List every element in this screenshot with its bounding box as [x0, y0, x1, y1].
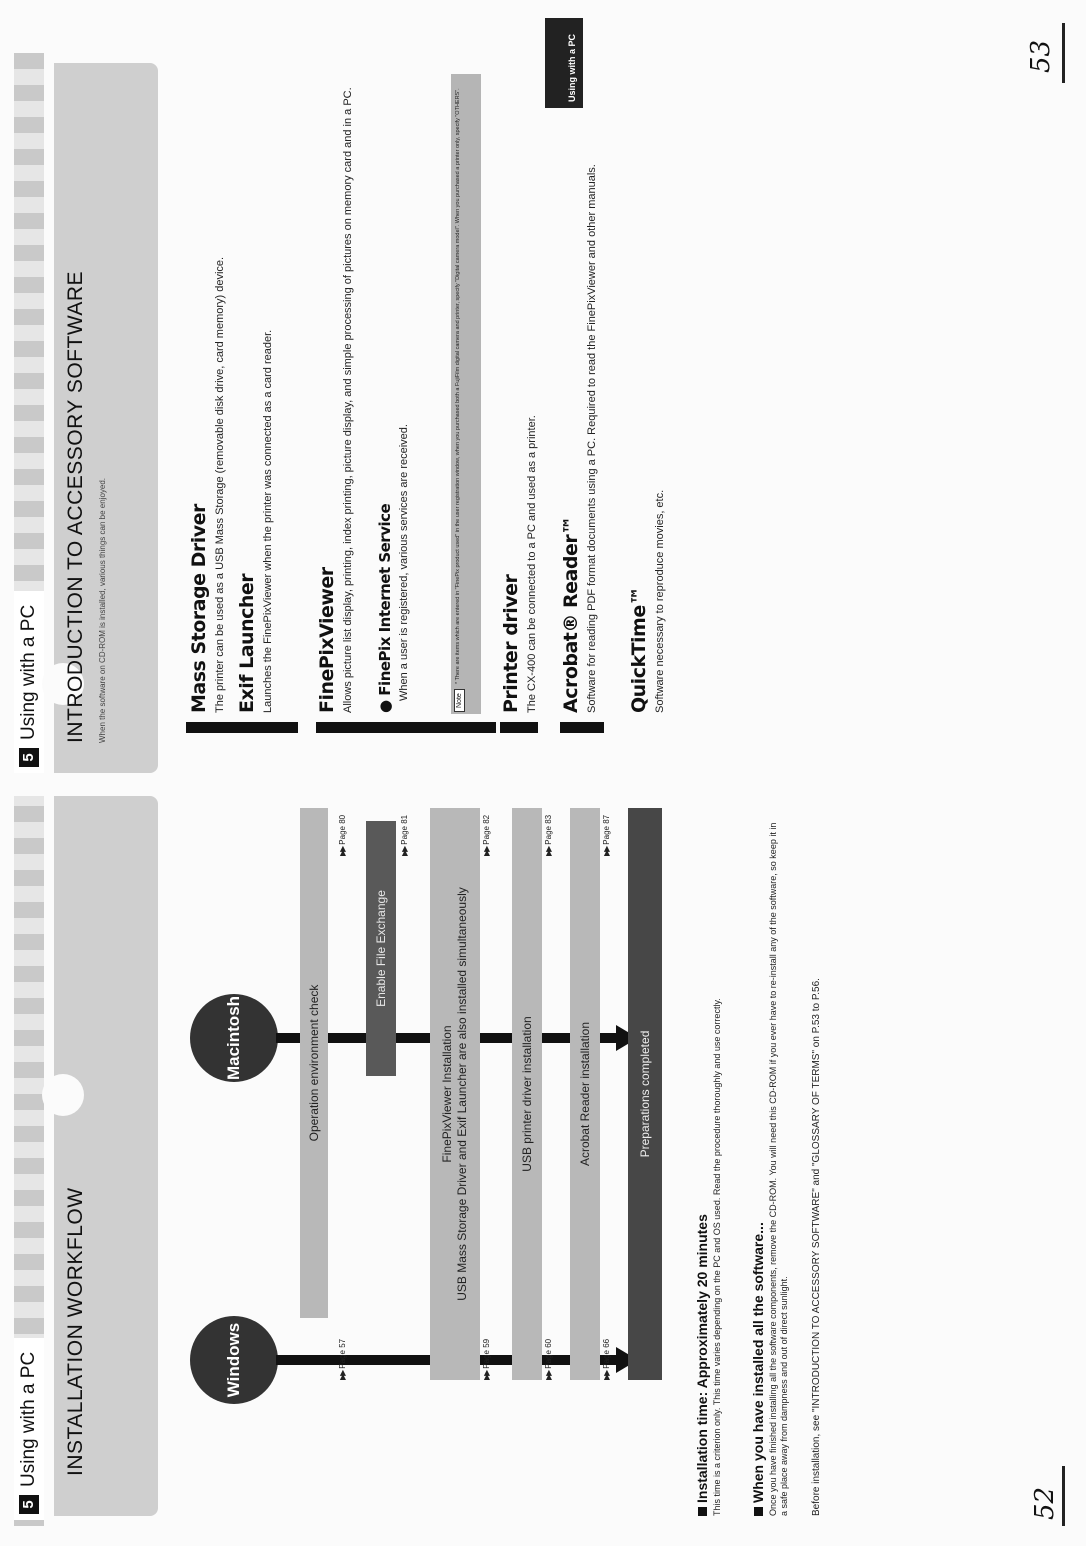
section-label: Using with a PC: [18, 604, 39, 740]
item-description: Software necessary to reproduce movies, etc.: [654, 489, 666, 713]
item-description: Launches the FinePixViewer when the printer was connected as a card reader.: [262, 329, 274, 713]
step-usb-printer-driver: USB printer driver installation: [512, 808, 542, 1380]
item-description: Software for reading PDF format documents using a PC. Required to read the FinePixViewer and other manuals.: [586, 164, 598, 713]
page-ref-windows: ▶▶Page 66: [602, 1338, 611, 1380]
page-ref-mac: ▶▶Page 81: [400, 814, 409, 856]
internet-service-desc: When a user is registered, various services are received.: [398, 424, 410, 701]
punch-hole: [42, 1074, 84, 1116]
macintosh-badge: Macintosh: [190, 994, 278, 1082]
item-heading: Printer driver: [500, 574, 522, 713]
step-completed: Preparations completed: [628, 808, 662, 1380]
page-subtitle: When the software on CD-ROM is installed, various things can be enjoyed.: [98, 477, 107, 743]
item-description: The CX-400 can be connected to a PC and used as a printer.: [526, 415, 538, 713]
page-number: 53: [1026, 39, 1056, 73]
install-time-heading: Installation time: Approximately 20 minutes: [694, 1214, 710, 1516]
windows-badge: Windows: [190, 1316, 278, 1404]
section-marker: [316, 722, 496, 733]
step-finepix-install: [430, 808, 480, 1380]
item-description: Allows picture list display, printing, index printing, picture display, and simple processing of pictures on memory card and in a PC.: [342, 87, 354, 713]
item-description: The printer can be used as a USB Mass Storage (removable disk drive, card memory) device.: [214, 256, 226, 713]
page-ref-windows: ▶▶Page 60: [544, 1338, 553, 1380]
note-tag: Note: [454, 689, 465, 712]
step-acrobat-install: Acrobat Reader installation: [570, 808, 600, 1380]
page-ref-windows: ▶▶Page 59: [482, 1338, 491, 1380]
page-title: INTRODUCTION TO ACCESSORY SOFTWARE: [64, 270, 87, 743]
internet-service-heading: ● FinePix Internet Service: [376, 503, 394, 713]
page-rule: [1062, 1466, 1065, 1526]
left-page: [0, 773, 1086, 1546]
page-rule: [1062, 23, 1065, 83]
note-box: [451, 74, 481, 714]
after-install-heading: When you have installed all the software...: [750, 1222, 766, 1516]
install-time-body: This time is a criterion only. This time varies depending on the PC and OS used. Read the procedure thoroughly and use correctly.: [712, 998, 722, 1516]
section-number: 5: [19, 748, 39, 767]
section-number: 5: [19, 1495, 39, 1514]
note-text: * There are items which are entered in "FinePix product used" in the user registration window, when you purchased both a FujiFilm digital camera and printer, specify "Digital camera model". When you purchased a printer only, specify "OTHERS".: [455, 88, 461, 684]
section-header: [14, 1338, 44, 1520]
page-ref-mac: ▶▶Page 87: [602, 814, 611, 856]
page-title: INSTALLATION WORKFLOW: [64, 1187, 87, 1476]
section-header: [14, 591, 44, 773]
item-heading: FinePixViewer: [316, 567, 338, 713]
finepix-install-line2: USB Mass Storage Driver and Exif Launcher are also installed simultaneously: [455, 887, 469, 1301]
page-number: 52: [1030, 1486, 1060, 1520]
section-marker: [186, 722, 298, 733]
step-operation-check: Operation environment check: [300, 808, 328, 1318]
section-marker: [560, 722, 604, 733]
page-ref-mac: ▶▶Page 80: [338, 814, 347, 856]
item-heading: QuickTime™: [628, 586, 650, 713]
item-heading: Acrobat® Reader™: [560, 516, 582, 713]
after-install-body: Once you have finished installing all the software components, remove the CD-ROM. You will need this CD-ROM if you ever have to re-install any of the software, so keep it in a safe place away from dampness and out of direct sunlight.: [768, 822, 789, 1516]
finepix-install-line1: FinePixViewer Installation: [440, 1025, 454, 1163]
step-enable-file-exchange: Enable File Exchange: [366, 821, 396, 1076]
item-heading: Exif Launcher: [236, 573, 258, 713]
using-with-pc-tab: Using with a PC: [545, 18, 583, 108]
item-heading: Mass Storage Driver: [188, 504, 210, 713]
before-install-text: Before installation, see "INTRODUCTION TO ACCESSORY SOFTWARE" and "GLOSSARY OF TERMS" on P.53 to P.56.: [811, 978, 822, 1516]
page-ref-windows: ▶▶Page 57: [338, 1338, 347, 1380]
page-ref-mac: ▶▶Page 83: [544, 814, 553, 856]
section-marker: [500, 722, 538, 733]
section-label: Using with a PC: [18, 1351, 39, 1487]
page-ref-mac: ▶▶Page 82: [482, 814, 491, 856]
